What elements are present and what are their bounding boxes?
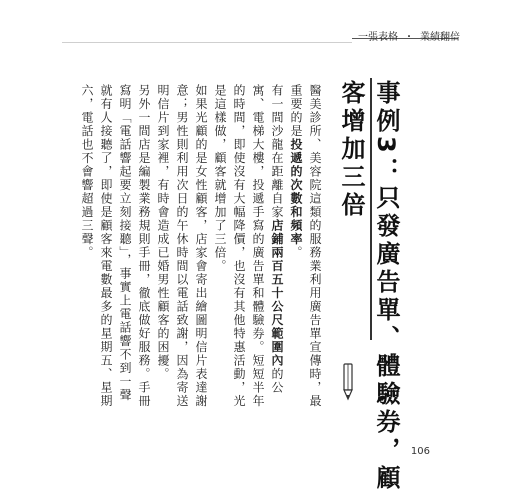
paragraph bbox=[286, 84, 324, 414]
paragraph bbox=[77, 84, 153, 414]
paragraph-text: 。 bbox=[289, 246, 303, 260]
paragraph-highlight: 投遞的次數和頻率 bbox=[289, 138, 303, 246]
running-header-book-title: 一張表格 bbox=[358, 32, 398, 43]
body-text bbox=[77, 84, 324, 414]
paragraph bbox=[210, 84, 286, 414]
paragraph-text: 如果光顧的是女性顧客，店家會寄出繪圖明信片表達謝意；男性則利用次日的午休時間以電話致謝，因為寄送明信片到家裡，有時會造成已婚男性顧客的困擾。 bbox=[156, 84, 208, 408]
running-header-chapter-title: 業績翻倍 bbox=[420, 32, 460, 43]
paragraph-text: 有一間沙龍在距離自家 bbox=[270, 84, 284, 219]
paragraph-text: 另外一間店是編製業務規則手冊，徹底做好服務。手冊寫明「電話響起要立刻接聽」，事實上電話響不到一聲就有人接聽了，即使是顧客來電數最多的星期五、星期六，電話也不會響超過三聲。 bbox=[80, 84, 151, 408]
running-header-separator: ・ bbox=[404, 32, 414, 43]
header-rule bbox=[62, 42, 352, 43]
paragraph bbox=[153, 84, 210, 414]
paragraph-text: 的公寓、電梯大樓，投遞手寫的廣告單和體驗券。短短半年的時間，即使沒有大幅降價，也沒有其他特惠活動，光是這樣做，顧客就增加了三倍。 bbox=[213, 84, 284, 408]
section-title: 事例3：只發廣告單、體驗券，顧客增加三倍 bbox=[337, 80, 400, 493]
running-header bbox=[358, 28, 460, 43]
paragraph-text: 醫美診所、美容院這類的服務業利用廣告單宣傳時，最重要的是 bbox=[289, 84, 322, 408]
pencil-icon bbox=[340, 362, 356, 402]
paragraph-highlight: 店鋪兩百五十公尺範圍內 bbox=[270, 219, 284, 368]
page-number: 106 bbox=[410, 446, 430, 457]
